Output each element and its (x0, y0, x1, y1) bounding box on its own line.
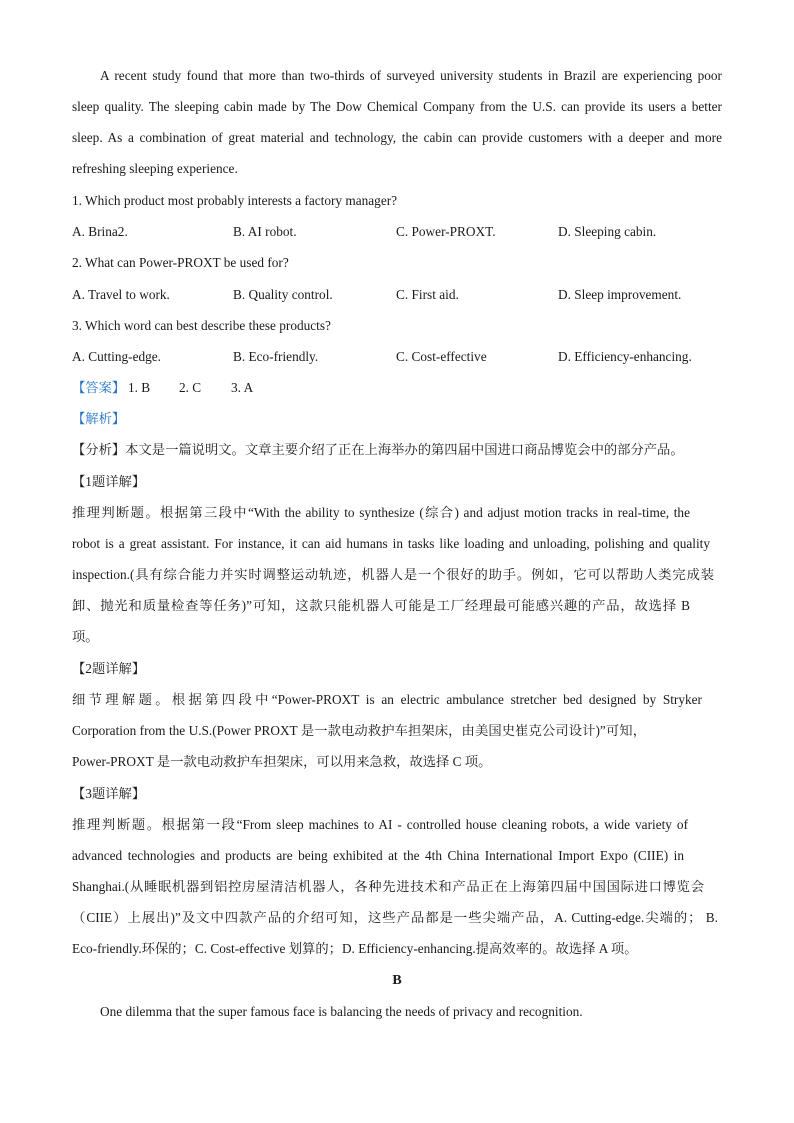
detail-title: 【2题详解】 (72, 661, 146, 676)
detail-line: 推理判断题。根据第三段中“With the ability to synthesize (综合) and adjust motion tracks in real-time, the (72, 505, 690, 520)
detail-line: 细节理解题。根据第四段中“Power-PROXT is an electric ambulance stretcher bed designed by Stryker (72, 692, 702, 707)
detail-line: Power-PROXT 是一款电动救护车担架床，可以用来急救，故选择 C 项。 (72, 754, 492, 769)
detail-line: robot is a great assistant. For instance, it can aid humans in tasks like loading and unloading, polishing and quality (72, 536, 710, 551)
detail-line: 卸、抛光和质量检查等任务)”可知，这款只能机器人可能是工厂经理最可能感兴趣的产品，故选择 B (72, 598, 690, 613)
detail-title: 【1题详解】 (72, 474, 146, 489)
question-stem: 3. Which word can best describe these products? (72, 318, 331, 333)
detail-line: Eco-friendly.环保的；C. Cost-effective 划算的；D. Efficiency-enhancing.提高效率的。故选择 A 项。 (72, 941, 638, 956)
answer-item: 3. A (231, 380, 254, 395)
passage-line: sleep quality. The sleeping cabin made by The Dow Chemical Company from the U.S. can provide its users a better (72, 99, 722, 114)
question-option: D. Efficiency-enhancing. (558, 349, 692, 364)
answer-item: 2. C (179, 380, 202, 395)
question-option: D. Sleeping cabin. (558, 224, 657, 239)
question-option: B. AI robot. (233, 224, 297, 239)
analysis-label: 【解析】 (72, 411, 126, 426)
question-option: A. Travel to work. (72, 287, 170, 302)
question-option: C. First aid. (396, 287, 459, 302)
passage-line: refreshing sleeping experience. (72, 161, 238, 176)
detail-title: 【3题详解】 (72, 786, 146, 801)
detail-line: advanced technologies and products are being exhibited at the 4th China International Import Expo (CIIE) in (72, 848, 684, 863)
section-first-line: One dilemma that the super famous face is balancing the needs of privacy and recognition. (100, 1004, 583, 1019)
question-option: A. Brina2. (72, 224, 128, 239)
question-option: D. Sleep improvement. (558, 287, 682, 302)
question-option: B. Eco-friendly. (233, 349, 319, 364)
answer-item: 1. B (128, 380, 151, 395)
section-heading: B (392, 973, 402, 988)
question-option: C. Power-PROXT. (396, 224, 496, 239)
question-option: B. Quality control. (233, 287, 333, 302)
passage-line: A recent study found that more than two-thirds of surveyed university students in Brazil are experiencing poor (100, 68, 722, 83)
question-stem: 1. Which product most probably interests a factory manager? (72, 193, 398, 208)
question-stem: 2. What can Power-PROXT be used for? (72, 255, 289, 270)
detail-line: Corporation from the U.S.(Power PROXT 是一款电动救护车担架床，由美国史崔克公司设计)”可知， (72, 723, 646, 738)
question-option: A. Cutting-edge. (72, 349, 162, 364)
detail-line: 推理判断题。根据第一段“From sleep machines to AI - controlled house cleaning robots, a wide variety of (72, 817, 688, 832)
question-option: C. Cost-effective (396, 349, 487, 364)
detail-line: （CIIE）上展出)”及文中四款产品的介绍可知，这些产品都是一些尖端产品，A. Cutting-edge.尖端的； B. (72, 910, 718, 925)
detail-line: Shanghai.(从睡眠机器到铝控房屋清洁机器人，各种先进技术和产品正在上海第四届中国国际进口博览会 (72, 879, 704, 894)
detail-line: inspection.(具有综合能力并实时调整运动轨迹，机器人是一个很好的助手。例如，它可以帮助人类完成装 (72, 567, 714, 582)
analysis-summary: 【分析】本文是一篇说明文。文章主要介绍了正在上海举办的第四届中国进口商品博览会中的部分产品。 (72, 442, 684, 457)
answer-label: 【答案】 (72, 380, 126, 395)
detail-line: 项。 (72, 629, 99, 644)
passage-line: sleep. As a combination of great material and technology, the cabin can provide customers with a deeper and more (72, 130, 722, 145)
